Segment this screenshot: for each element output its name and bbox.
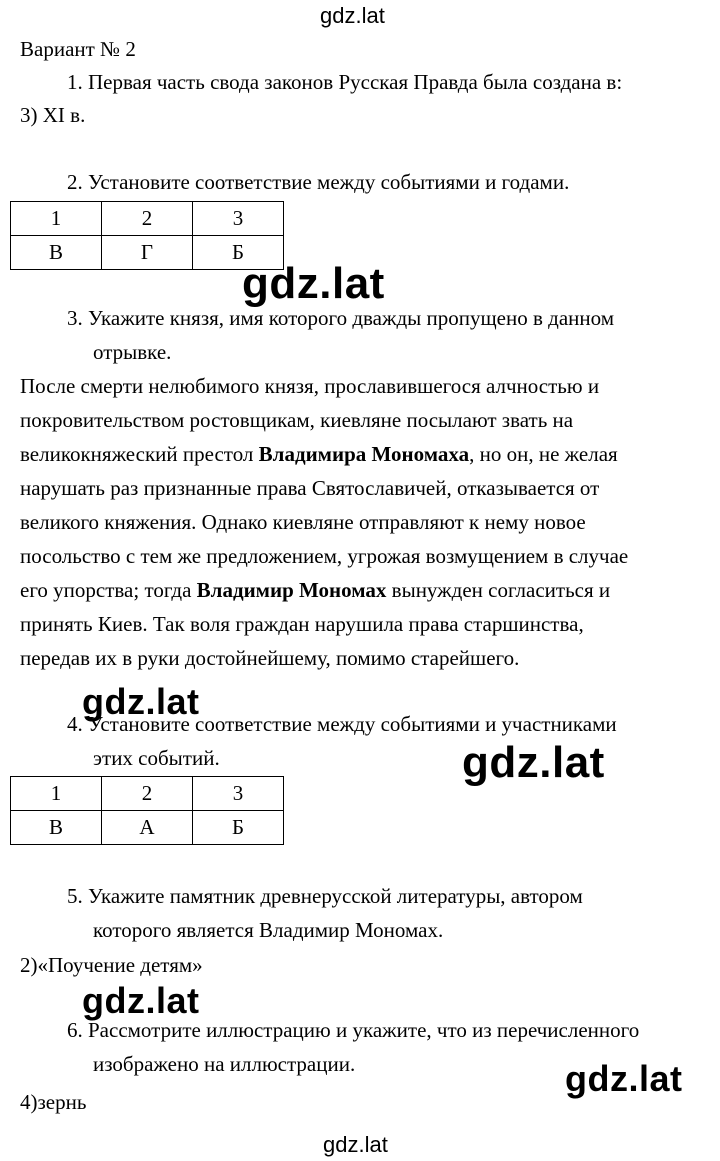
watermark-large: gdz.lat [82,980,200,1021]
watermark-large: gdz.lat [462,738,605,787]
table-value-cell: А [102,811,193,845]
table-header-cell: 3 [193,777,284,811]
q6-line2: изображено на иллюстрации. [93,1052,356,1076]
q2-text: 2. Установите соответствие между событиями и годами. [67,170,570,194]
table-value-cell: Б [193,236,284,270]
passage-line: посольство с тем же предложением, угрожая возмущением в случае [20,544,629,568]
q4-line1: 4. Установите соответствие между событиями и участниками [67,712,617,736]
table-header-cell: 1 [11,202,102,236]
watermark-top: gdz.lat [320,3,385,28]
passage-line: великого княжения. Однако киевляне отправляют к нему новое [20,510,586,534]
bold-name: Владимира Мономаха [258,442,470,466]
q3-line2: отрывке. [93,340,172,364]
watermark-bottom: gdz.lat [323,1132,388,1157]
watermark-large: gdz.lat [82,681,200,722]
watermark-large: gdz.lat [565,1058,683,1099]
watermark-large: gdz.lat [242,259,385,308]
q5-line1: 5. Укажите памятник древнерусской литературы, автором [67,884,583,908]
passage-line: его упорства; тогда Владимир Мономах вынужден согласиться и [20,578,611,602]
table-header-cell: 2 [102,777,193,811]
q5-answer: 2)«Поучение детям» [20,953,203,977]
variant-title: Вариант № 2 [20,37,136,61]
passage-line: передав их в руки достойнейшему, помимо старейшего. [20,646,520,670]
bold-name: Владимир Мономах [196,578,387,602]
q4-line2: этих событий. [93,746,220,770]
table-header-cell: 3 [193,202,284,236]
table-value-cell: В [11,236,102,270]
q5-line2: которого является Владимир Мономах. [93,918,444,942]
q1-answer: 3) XI в. [20,103,86,127]
passage-line: принять Киев. Так воля граждан нарушила права старшинства, [20,612,584,636]
q3-line1: 3. Укажите князя, имя которого дважды пропущено в данном [67,306,615,330]
passage-line: великокняжеский престол Владимира Мономаха, но он, не желая [20,442,618,466]
q6-answer: 4)зернь [20,1090,87,1114]
table-value-cell: Г [102,236,193,270]
table-header-cell: 2 [102,202,193,236]
q4-answer-table [10,776,284,845]
q1-text: 1. Первая часть свода законов Русская Правда была создана в: [67,70,623,94]
table-value-cell: Б [193,811,284,845]
passage-line: После смерти нелюбимого князя, прославившегося алчностью и [20,374,600,398]
q6-line1: 6. Рассмотрите иллюстрацию и укажите, что из перечисленного [67,1018,640,1042]
passage-line: покровительством ростовщикам, киевляне посылают звать на [20,408,574,432]
table-value-cell: В [11,811,102,845]
table-header-cell: 1 [11,777,102,811]
passage-line: нарушать раз признанные права Святославичей, отказывается от [20,476,600,500]
